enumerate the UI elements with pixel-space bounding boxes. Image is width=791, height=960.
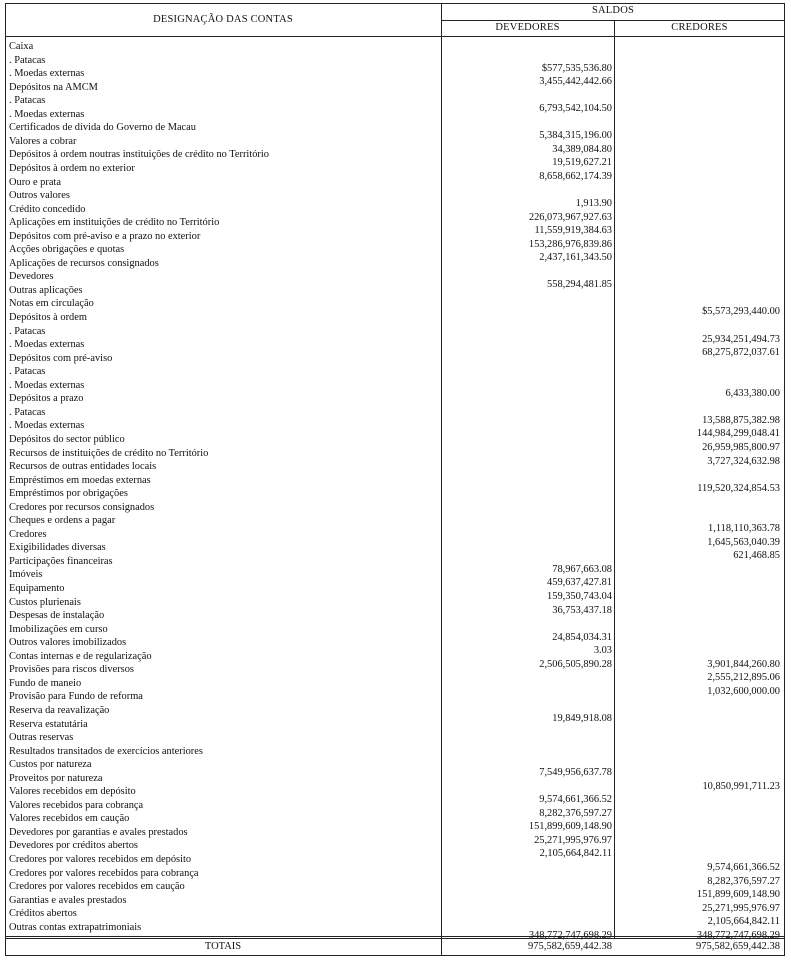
account-name: . Patacas [9, 54, 46, 66]
credores-value: 119,520,324,854.53 [697, 482, 780, 494]
account-name: Valores recebidos em depósito [9, 786, 136, 798]
devedores-value: 8,282,376,597.27 [539, 807, 612, 819]
account-name: Equipamento [9, 583, 65, 594]
devedores-value: 19,519,627.21 [552, 157, 612, 169]
devedores-value: 25,271,995,976.97 [534, 834, 612, 846]
devedores-value: 8,658,662,174.39 [539, 170, 612, 182]
devedores-value: 226,073,967,927.63 [528, 211, 612, 223]
account-name: Depósitos na AMCM [9, 81, 98, 93]
account-name: Valores recebidos em caução [9, 813, 130, 825]
credores-value: 9,574,661,366.52 [707, 862, 780, 873]
account-name: Garantias e avales prestados [9, 894, 127, 906]
devedores-value: 348,772,747,698.29 [528, 929, 612, 941]
account-name: Certificados de dívida do Governo de Macau [9, 122, 196, 134]
devedores-value: $577,535,536.80 [541, 62, 612, 74]
account-name: . Patacas [9, 325, 46, 337]
account-name: Valores a cobrar [9, 135, 77, 147]
account-name: . Moedas externas [9, 339, 85, 351]
balance-sheet [5, 3, 785, 956]
totals-devedores: 975,582,659,442.38 [528, 941, 612, 952]
account-name: Proveitos por natureza [9, 772, 103, 784]
account-name: Caixa [9, 41, 34, 52]
account-name: Créditos abertos [9, 908, 77, 920]
account-name: Outras reservas [9, 732, 74, 744]
devedores-value: 36,753,437.18 [552, 604, 612, 616]
account-name: Outras aplicações [9, 284, 83, 296]
account-name: Custos por natureza [9, 759, 92, 771]
devedores-header: DEVEDORES [495, 22, 560, 33]
header-divider [5, 36, 785, 37]
credores-value: 25,271,995,976.97 [702, 902, 780, 914]
account-name: Valores recebidos para cobrança [9, 799, 144, 811]
credores-value: 68,275,872,037.61 [702, 347, 780, 359]
account-name: Provisões para riscos diversos [9, 664, 134, 676]
devedores-value: 159,350,743.04 [547, 591, 612, 602]
totals-label: TOTAIS [204, 941, 242, 952]
account-name: Devedores [9, 271, 54, 283]
account-name: Resultados transitados de exercícios anteriores [9, 745, 203, 757]
totals-row [5, 938, 785, 956]
table-row [5, 718, 785, 732]
account-name: Crédito concedido [9, 203, 86, 215]
account-name: Outros valores imobilizados [9, 637, 127, 649]
table-row [5, 745, 785, 759]
devedores-value: 558,294,481.85 [547, 279, 612, 291]
devedores-value: 11,559,919,384.63 [534, 225, 612, 237]
devedores-value: 3,455,442,442.66 [539, 76, 612, 88]
credores-value: 1,118,110,363.78 [708, 523, 780, 535]
account-name: Depósitos com pré-aviso [9, 352, 113, 364]
account-column-header: DESIGNAÇÃO DAS CONTAS [153, 14, 293, 25]
credores-value: $5,573,293,440.00 [702, 306, 780, 318]
table-row [5, 108, 785, 122]
table-row [5, 731, 785, 745]
credores-value: 25,934,251,494.73 [702, 333, 780, 345]
table-row [5, 176, 785, 190]
credores-value: 621,468.85 [733, 550, 780, 562]
account-name: Recursos de instituições de crédito no Território [9, 447, 209, 459]
account-name: . Moedas externas [9, 68, 85, 80]
account-name: Credores por valores recebidos para cobrança [9, 867, 199, 879]
table-row [5, 487, 785, 501]
table-row [5, 690, 785, 704]
table-row [5, 311, 785, 325]
credores-value: 144,984,299,048.41 [696, 428, 780, 440]
devedores-value: 24,854,034.31 [552, 631, 612, 643]
account-name: Empréstimos por obrigações [9, 488, 128, 500]
credores-value: 2,555,212,895.06 [707, 672, 780, 684]
devedores-value: 459,637,427.81 [547, 577, 612, 589]
account-name: . Patacas [9, 95, 46, 107]
totals-divider-top [5, 936, 785, 937]
devedores-value: 153,286,976,839.86 [528, 238, 612, 250]
account-name: Credores por valores recebidos em caução [9, 881, 185, 893]
table-row [5, 609, 785, 623]
account-name: Notas em circulação [9, 298, 94, 310]
credores-value: 3,901,844,260.80 [707, 658, 780, 670]
account-name: Depósitos com pré-aviso e a prazo no exterior [9, 230, 201, 242]
account-name: Depósitos à ordem noutras instituições de crédito no Território [9, 149, 269, 161]
devedores-value: 78,967,663.08 [552, 563, 612, 575]
table-row [5, 460, 785, 474]
credores-value: 2,105,664,842.11 [707, 916, 780, 928]
table-row [5, 257, 785, 271]
account-name: Imobilizações em curso [9, 623, 108, 635]
account-name: . Moedas externas [9, 420, 85, 432]
account-name: . Patacas [9, 406, 46, 418]
account-name: Recursos de outras entidades locais [9, 461, 157, 473]
devedores-value: 3.03 [593, 645, 612, 657]
account-name: Credores [9, 528, 47, 540]
table-row [5, 284, 785, 298]
devedores-value: 7,549,956,637.78 [539, 767, 612, 779]
account-name: Depósitos a prazo [9, 393, 84, 405]
devedores-value: 19,849,918.08 [552, 712, 612, 724]
account-name: . Moedas externas [9, 379, 85, 391]
credores-value: 6,433,380.00 [725, 387, 780, 399]
devedores-value: 2,437,161,343.50 [539, 252, 612, 264]
credores-header: CREDORES [671, 22, 728, 33]
account-name: Depósitos do sector público [9, 433, 125, 445]
credores-value: 1,032,600,000.00 [707, 685, 780, 697]
devedores-value: 2,105,664,842.11 [539, 848, 612, 860]
table-row [5, 352, 785, 366]
account-name: Outros valores [9, 190, 70, 202]
saldos-divider [441, 20, 785, 21]
account-name: Contas internas e de regularização [9, 650, 152, 662]
account-name: Depósitos à ordem [9, 312, 87, 323]
credores-value: 151,899,609,148.90 [696, 889, 780, 901]
table-row [5, 81, 785, 95]
table-row [5, 40, 785, 54]
account-name: . Moedas externas [9, 108, 85, 120]
devedores-value: 34,389,084.80 [552, 143, 612, 155]
account-name: Despesas de instalação [9, 610, 105, 622]
table-row [5, 365, 785, 379]
table-row [5, 501, 785, 515]
table-row [5, 921, 785, 941]
account-name: Credores por recursos consignados [9, 501, 155, 513]
saldos-header: SALDOS [591, 5, 635, 16]
account-name: Aplicações de recursos consignados [9, 257, 159, 269]
account-name: Reserva estatutária [9, 718, 88, 730]
account-name: Exigibilidades diversas [9, 542, 106, 554]
devedores-value: 151,899,609,148.90 [528, 821, 612, 833]
account-name: Custos plurienais [9, 596, 81, 608]
devedores-value: 2,506,505,890.28 [539, 658, 612, 670]
credores-value: 348,772,747,698.29 [696, 929, 780, 941]
credores-value: 13,588,875,382.98 [702, 414, 780, 426]
account-name: . Patacas [9, 366, 46, 378]
account-name: Participações financeiras [9, 555, 113, 567]
account-name: Reserva da reavalização [9, 704, 110, 716]
account-name: Devedores por créditos abertos [9, 840, 138, 852]
table-row [5, 392, 785, 406]
account-name: Aplicações em instituições de crédito no Território [9, 217, 220, 229]
credores-value: 3,727,324,632.98 [707, 455, 780, 467]
credores-value: 8,282,376,597.27 [707, 875, 780, 887]
account-name: Fundo de maneio [9, 677, 82, 689]
account-name: Outras contas extrapatrimoniais [9, 921, 142, 933]
account-name: Empréstimos em moedas externas [9, 474, 151, 486]
totals-credores: 975,582,659,442.38 [696, 941, 780, 952]
devedores-value: 6,793,542,104.50 [539, 103, 612, 115]
credores-value: 1,645,563,040.39 [707, 536, 780, 548]
credores-value: 10,850,991,711.23 [702, 780, 780, 792]
account-name: Acções obrigações e quotas [9, 244, 125, 256]
account-name: Depósitos à ordem no exterior [9, 162, 135, 174]
credores-value: 26,959,985,800.97 [702, 441, 780, 453]
account-name: Devedores por garantias e avales prestados [9, 826, 188, 838]
account-name: Imóveis [9, 569, 43, 581]
devedores-value: 9,574,661,366.52 [539, 794, 612, 806]
devedores-value: 5,384,315,196.00 [539, 130, 612, 142]
account-name: Provisão para Fundo de reforma [9, 691, 143, 703]
account-name: Ouro e prata [9, 176, 61, 188]
account-name: Cheques e ordens a pagar [9, 515, 116, 527]
account-name: Credores por valores recebidos em depósito [9, 854, 192, 865]
devedores-value: 1,913.90 [575, 198, 612, 210]
